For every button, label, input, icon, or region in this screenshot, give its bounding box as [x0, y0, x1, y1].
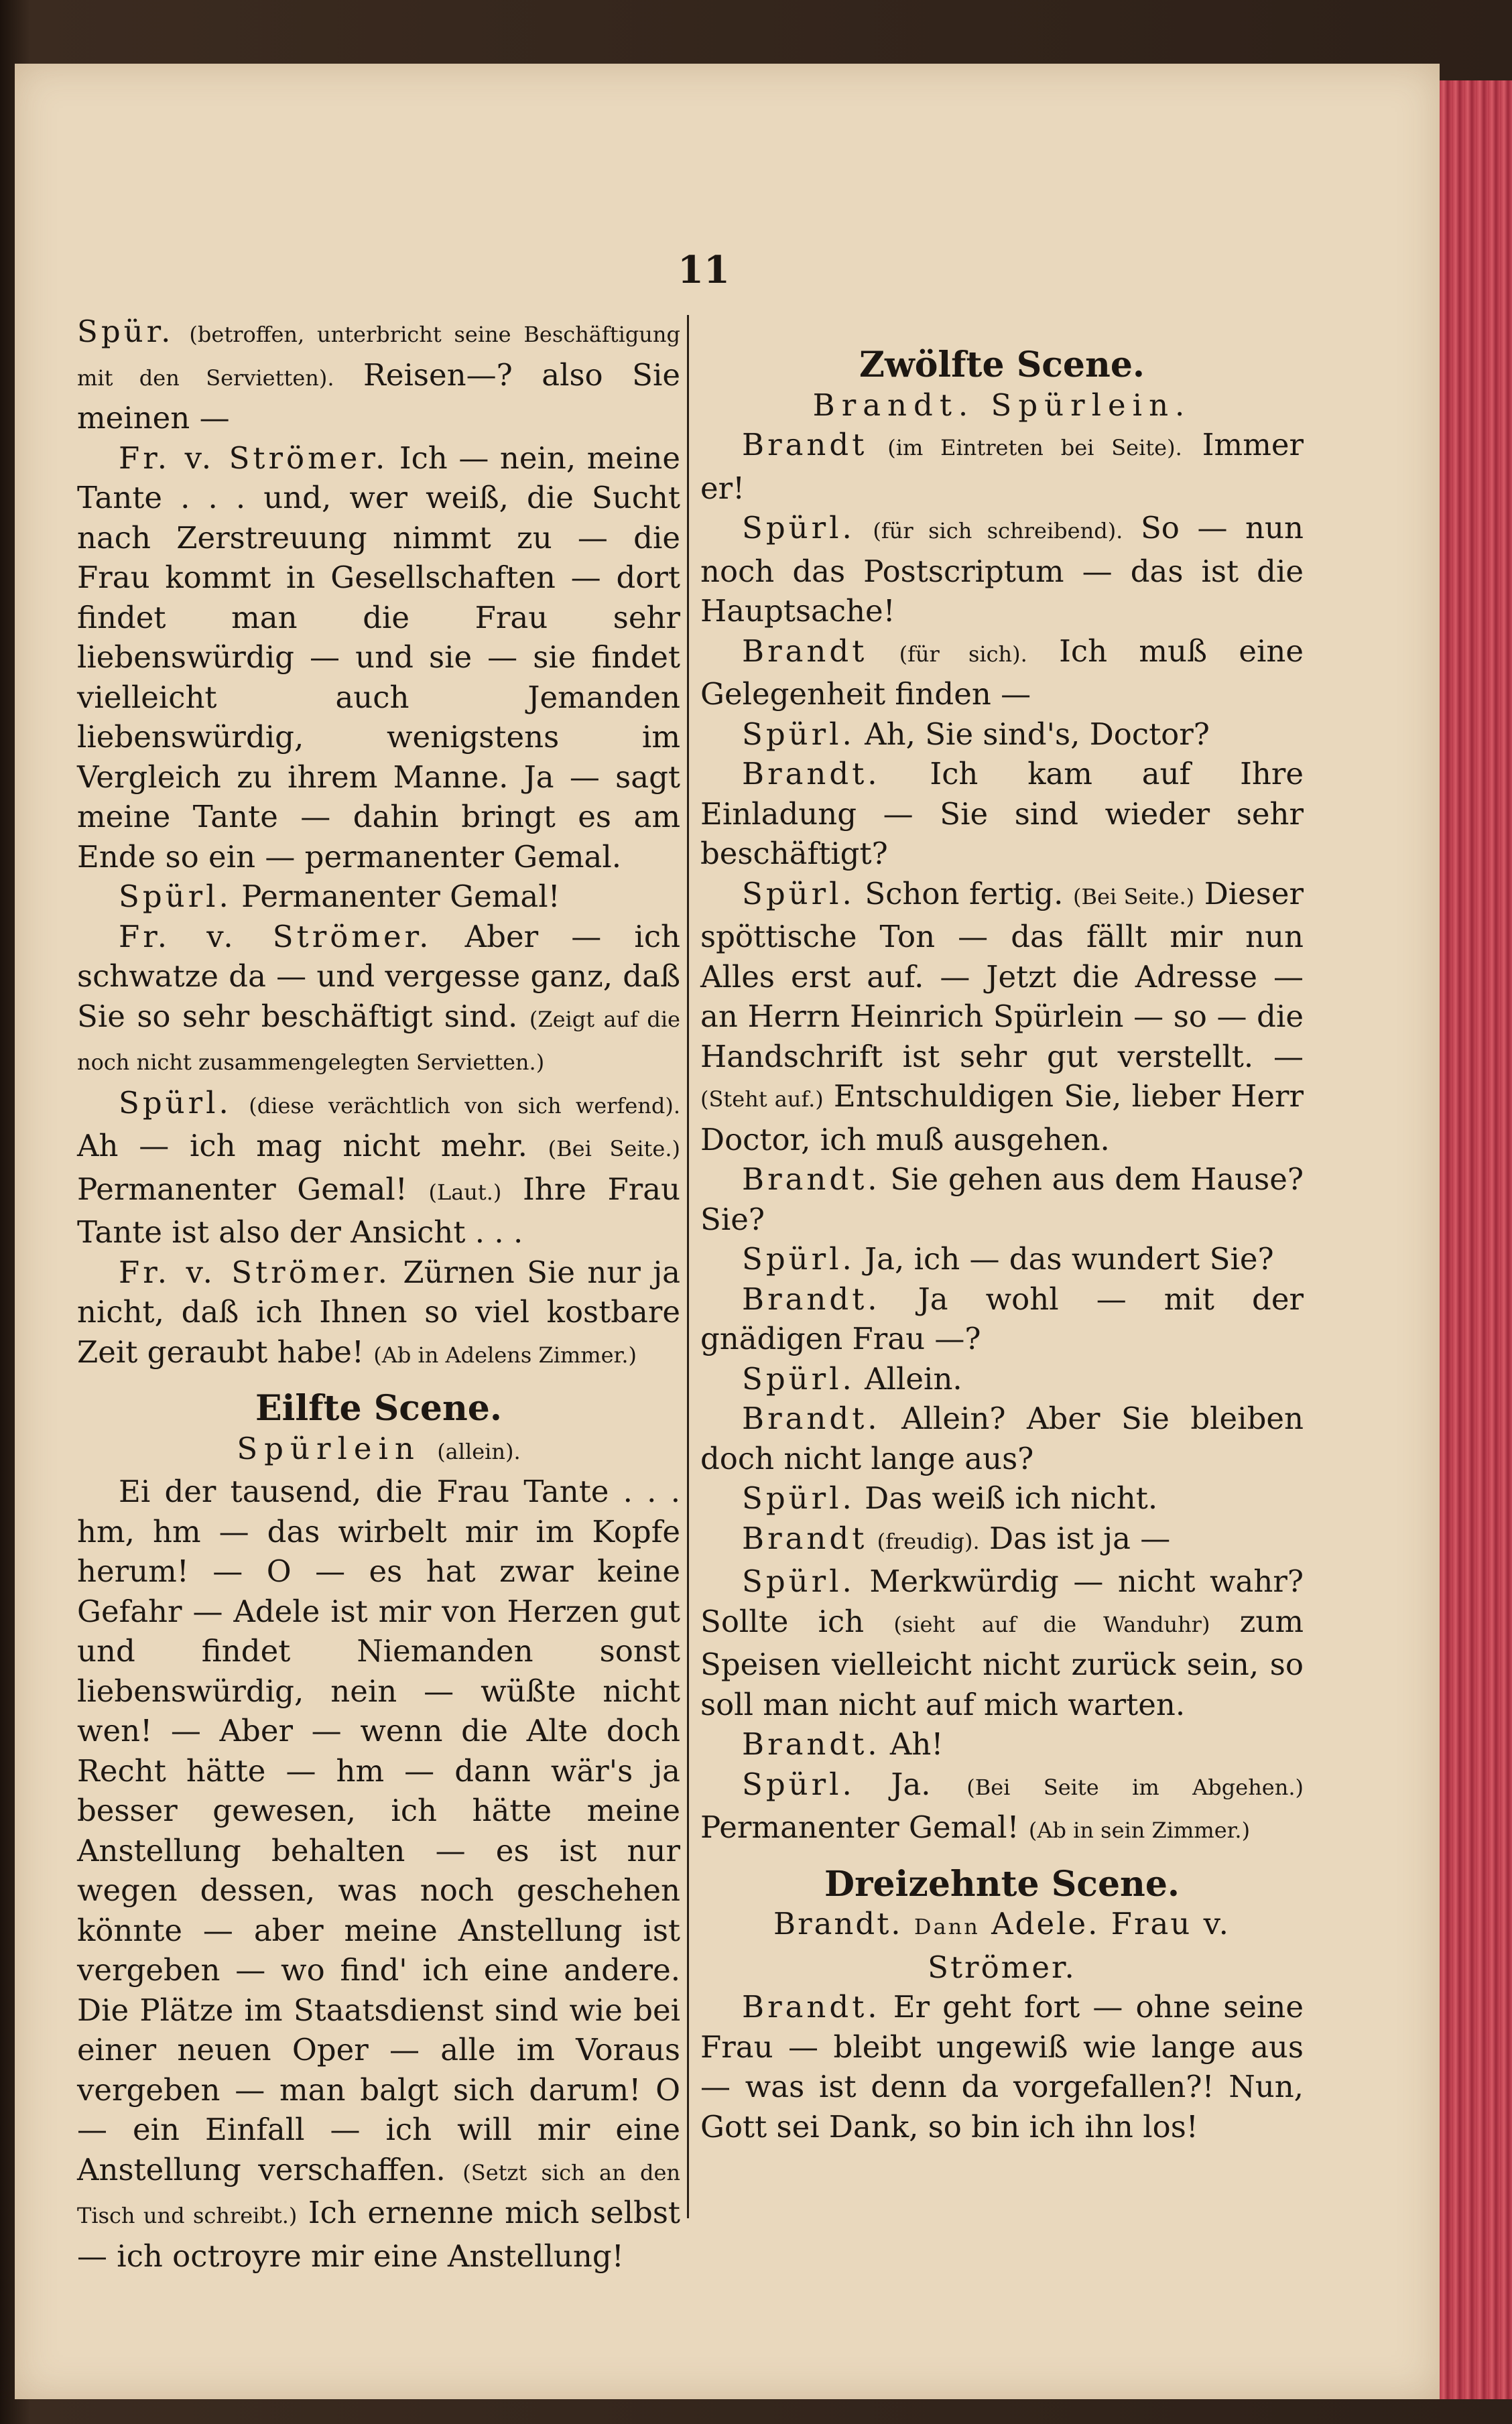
- dialogue-line: [700, 1359, 1304, 1399]
- speaker-name: Spürl.: [742, 1480, 855, 1516]
- speaker-name: Spürl.: [742, 1766, 855, 1802]
- dialogue-text: Ich kam auf Ihre Einladung — Sie sind wieder sehr beschäftigt?: [700, 756, 1304, 871]
- page-edge-red: [1440, 80, 1512, 2399]
- dialogue-line: [700, 874, 1304, 1160]
- stage-direction: (Bei Seite.): [548, 1136, 680, 1161]
- speaker-name: Spürl.: [119, 879, 232, 914]
- dialogue-text: Ich muß eine Gelegenheit finden —: [700, 633, 1304, 712]
- dialogue-text: Das ist ja —: [989, 1520, 1171, 1556]
- dialogue-line: [700, 1478, 1304, 1519]
- stage-direction: (sieht auf die Wanduhr): [893, 1611, 1210, 1637]
- dialogue-text: Ihre Frau Tante ist also der Ansicht . . .: [77, 1171, 681, 1250]
- dialogue-line: [700, 1399, 1304, 1478]
- dialogue-line: [77, 1083, 680, 1253]
- dialogue-text: Aber — ich schwatze da — und vergesse ganz, daß Sie so sehr beschäftigt sind.: [77, 918, 681, 1034]
- right-column: [700, 312, 1304, 2147]
- dialogue-text: Ich ernenne mich selbst — ich octroyre mir eine Anstellung!: [77, 2195, 680, 2274]
- cast-name: Spürlein: [237, 1430, 421, 1466]
- spacer: [77, 1375, 680, 1389]
- dialogue-text: So — nun noch das Postscriptum — das ist die Hauptsache!: [700, 510, 1304, 629]
- speaker-name: Brandt.: [742, 756, 881, 791]
- stage-direction: (Bei Seite im Abgehen.): [966, 1774, 1304, 1800]
- dialogue-text: Ah — ich mag nicht mehr.: [77, 1128, 527, 1163]
- spacer: [700, 1851, 1304, 1864]
- dialogue-text: Ah, Sie sind's, Doctor?: [865, 716, 1210, 752]
- dialogue-text: Ja.: [891, 1766, 931, 1802]
- speaker-name: Spürl.: [119, 1084, 232, 1121]
- stage-direction: (Zeigt auf die noch nicht zusammengelegten Servietten.): [77, 1006, 680, 1075]
- speaker-name: Spürl.: [742, 1241, 855, 1277]
- stage-direction: (Laut.): [428, 1179, 502, 1205]
- dialogue-text: Permanenter Gemal!: [77, 1171, 407, 1207]
- speaker-name: Brandt.: [742, 1989, 881, 2025]
- dialogue-line: [77, 1253, 680, 1376]
- dialogue-text: Schon fertig.: [865, 875, 1064, 911]
- dialogue-text: Permanenter Gemal!: [700, 1809, 1019, 1845]
- scene-cast: [700, 1904, 1304, 1987]
- stage-direction: (Steht auf.): [700, 1086, 824, 1112]
- speaker-name: Brandt.: [742, 1161, 881, 1197]
- dialogue-line: [700, 425, 1304, 508]
- cast-name: Brandt.: [773, 1906, 903, 1941]
- stage-direction: (freudig).: [877, 1528, 980, 1554]
- stage-direction: (Setzt sich an den Tisch und schreibt.): [77, 2159, 680, 2228]
- dialogue-text: Zürnen Sie nur ja nicht, daß ich Ihnen so viel kostbare Zeit geraubt habe!: [77, 1254, 681, 1370]
- dialogue-text: Ei der tausend, die Frau Tante . . . hm, hm — das wirbelt mir im Kopfe herum! — O — es hat zwar keine Gefahr — Adele ist mir von Herzen gut und findet Niemanden sonst liebenswürdig, nein — wüßte nicht wen! — Aber — wenn die Alte doch Recht hätte — hm — dann wär's ja besser gewesen, ich hätte meine Anstellung behalten — es ist nur wegen dessen, was noch geschehen könnte — aber meine Anstellung ist vergeben — wo find' ich eine andere. Die Plätze im Staatsdienst sind wie bei einer neuen Oper — alle im Voraus vergeben — man balgt sich darum! O — ein Einfall — ich will mir eine Anstellung verschaffen.: [77, 1474, 680, 2187]
- speaker-name: Spürl.: [742, 1360, 855, 1397]
- stage-direction: (für sich).: [899, 641, 1027, 667]
- stage-direction: (betroffen, unterbricht seine Beschäftigung mit den Servietten).: [77, 322, 681, 391]
- dialogue-text: Merkwürdig — nicht wahr? Sollte ich: [700, 1564, 1304, 1639]
- scene-cast: Brandt. Spürlein.: [812, 387, 1192, 423]
- scene-heading: Zwölfte Scene.: [859, 344, 1145, 385]
- stage-direction: (diese verächtlich von sich werfend).: [249, 1092, 681, 1119]
- dialogue-line: [77, 877, 680, 917]
- dialogue-line: [77, 1472, 680, 2276]
- dialogue-text: Permanenter Gemal!: [241, 879, 560, 914]
- speaker-name: Spürl.: [742, 1564, 855, 1599]
- column-divider: [687, 315, 689, 2218]
- dialogue-text: Allein? Aber Sie bleiben doch nicht lange aus?: [700, 1401, 1304, 1476]
- dialogue-text: Ich — nein, meine Tante . . . und, wer weiß, die Sucht nach Zerstreuung nimmt zu — die Frau kommt in Gesellschaften — dort findet man die Frau sehr liebenswürdig — und sie — sie findet vielleicht auch Jemanden liebenswürdig, wenigstens im Vergleich zu ihrem Manne. Ja — sagt meine Tante — dahin bringt es am Ende so ein — permanenter Gemal.: [77, 440, 680, 875]
- speaker-name: Brandt: [742, 633, 868, 669]
- speaker-name: Spürl.: [742, 716, 855, 752]
- dialogue-line: [700, 1987, 1304, 2147]
- dialogue-text: Das weiß ich nicht.: [865, 1480, 1158, 1516]
- dialogue-line: [700, 714, 1304, 755]
- speaker-name: Spürl.: [742, 875, 855, 911]
- speaker-name: Brandt.: [742, 1726, 881, 1762]
- scene-heading: Eilfte Scene.: [255, 1388, 502, 1429]
- speaker-name: Brandt: [742, 427, 868, 462]
- scene-heading: Dreizehnte Scene.: [824, 1863, 1180, 1905]
- dialogue-text: Sie gehen aus dem Hause? Sie?: [700, 1161, 1304, 1237]
- speaker-name: Brandt: [742, 1520, 868, 1556]
- dialogue-line: [700, 1279, 1304, 1359]
- dialogue-text: Reisen—? also Sie meinen —: [77, 357, 680, 436]
- scene-cast: [77, 1429, 680, 1472]
- dialogue-line: [77, 917, 680, 1083]
- dialogue-text: Dieser spöttische Ton — das fällt mir nun Alles erst auf. — Jetzt die Adresse — an Herrn Heinrich Spürlein — so — die Handschrift ist sehr gut verstellt. —: [700, 875, 1304, 1074]
- dialogue-text: Ja wohl — mit der gnädigen Frau —?: [700, 1281, 1304, 1356]
- dialogue-text: Immer er!: [700, 427, 1304, 506]
- dialogue-line: [700, 1519, 1304, 1562]
- speaker-name: Spürl.: [742, 510, 855, 546]
- page-number: 11: [678, 248, 730, 292]
- dialogue-line: [700, 1239, 1304, 1279]
- dialogue-text: Allein.: [865, 1360, 962, 1397]
- speaker-name: Fr. v. Strömer.: [119, 1254, 391, 1290]
- speaker-name: Fr. v. Strömer.: [119, 918, 432, 954]
- dialogue-line: [700, 1561, 1304, 1724]
- speaker-name: Fr. v. Strömer.: [119, 440, 389, 476]
- stage-direction: (im Eintreten bei Seite).: [887, 435, 1182, 460]
- stage-direction: (für sich schreibend).: [873, 518, 1123, 544]
- stage-direction: (Ab in Adelens Zimmer.): [373, 1342, 637, 1368]
- speaker-name: Brandt.: [742, 1281, 881, 1317]
- stage-direction: (Ab in sein Zimmer.): [1028, 1817, 1251, 1843]
- dialogue-text: Ja, ich — das wundert Sie?: [865, 1241, 1274, 1277]
- dialogue-line: [77, 438, 680, 877]
- dialogue-text: Ah!: [889, 1726, 944, 1762]
- dialogue-line: [700, 754, 1304, 874]
- dialogue-line: [700, 631, 1304, 714]
- dialogue-line: [700, 508, 1304, 631]
- cast-note: Dann: [914, 1914, 980, 1939]
- dialogue-line: [700, 1159, 1304, 1239]
- cast-name: Adele. Frau v. Strömer.: [928, 1906, 1231, 1985]
- dialogue-text: Entschuldigen Sie, lieber Herr Doctor, ich muß ausgehen.: [700, 1078, 1304, 1157]
- dialogue-line: [700, 1724, 1304, 1765]
- dialogue-line: [700, 1765, 1304, 1851]
- dialogue-line: [77, 312, 680, 438]
- dialogue-text: Er geht fort — ohne seine Frau — bleibt ungewiß wie lange aus — was ist denn da vorgefallen?! Nun, Gott sei Dank, so bin ich ihn los!: [700, 1989, 1304, 2145]
- speaker-name: Brandt.: [742, 1401, 881, 1436]
- left-column: [77, 312, 680, 2276]
- dialogue-text: zum Speisen vielleicht nicht zurück sein, so soll man nicht auf mich warten.: [700, 1603, 1304, 1722]
- stage-direction: (Bei Seite.): [1072, 883, 1195, 909]
- speaker-name: Spür.: [77, 314, 174, 349]
- stage-direction: (allein).: [437, 1438, 521, 1464]
